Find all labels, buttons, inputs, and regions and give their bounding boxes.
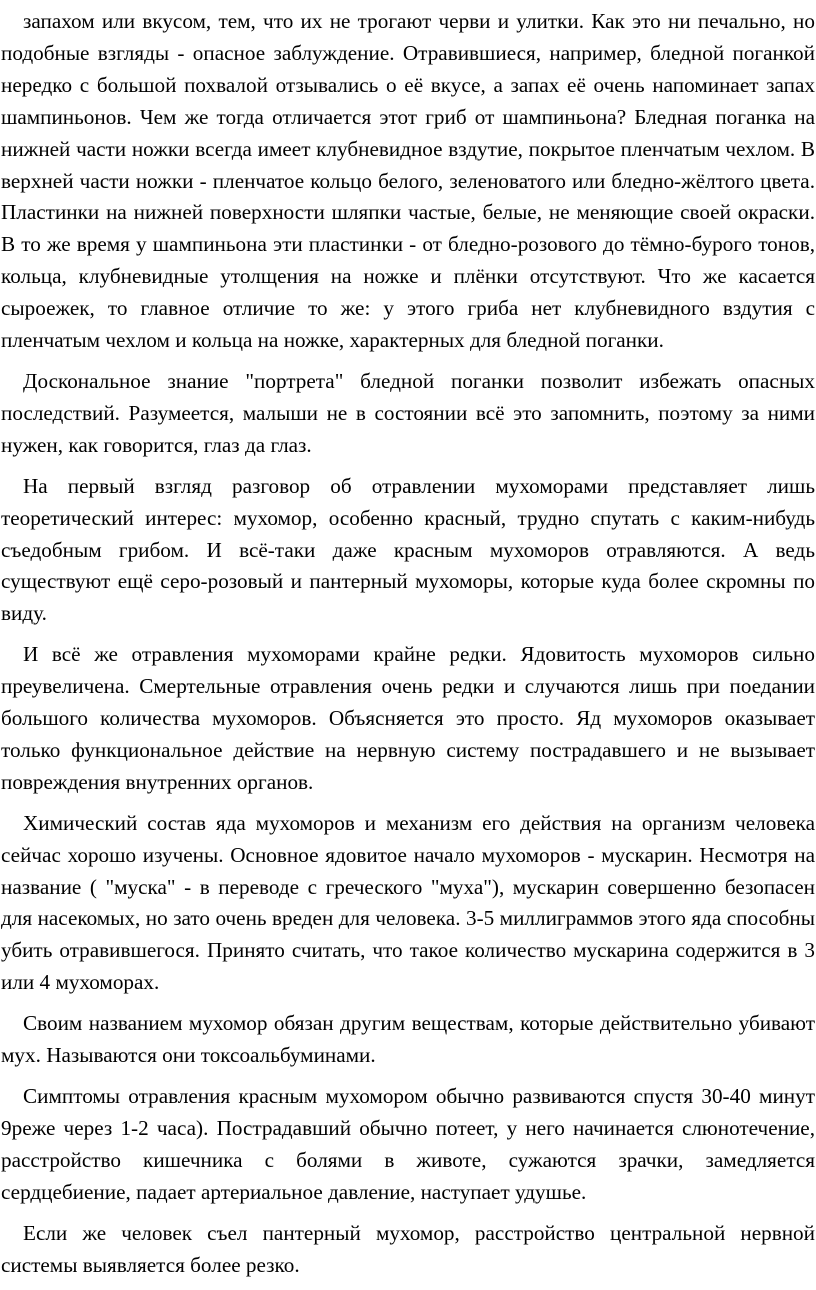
paragraph-panther-mushroom: Если же человек съел пантерный мухомор, расстройство центральной нервной системы выявляется более резко.: [1, 1220, 815, 1277]
paragraph-name-origin: Своим названием мухомор обязан другим веществам, которые действительно убивают мух. Называются они токсоальбуминами.: [1, 1011, 815, 1068]
paragraph-poisoning-rarity: И всё же отравления мухоморами крайне редки. Ядовитость мухоморов сильно преувеличена. Смертельные отравления очень редки и случаются лишь при поедании большого количества мухоморов. Объясняется это просто. Яд мухоморов оказывает только функциональное действие на нервную систему пострадавшего и не вызывает повреждения внутренних органов.: [1, 642, 815, 794]
paragraph-chemical-composition: Химический состав яда мухоморов и механизм его действия на организм человека сейчас хорошо изучены. Основное ядовитое начало мухоморов - мускарин. Несмотря на название ( "муска" - в переводе с греческого "муха"), мускарин совершенно безопасен для насекомых, но зато очень вреден для человека. 3-5 миллиграммов этого яда способны убить отравившегося. Принято считать, что такое количество мускарина содержится в 3 или 4 мухоморах.: [1, 810, 815, 995]
paragraph-portrait-knowledge: Доскональное знание "портрета" бледной поганки позволит избежать опасных последствий. Разумеется, малыши не в состоянии всё это запомнить, поэтому за ними нужен, как говорится, глаз да глаз.: [1, 368, 815, 457]
paragraph-symptoms: Симптомы отравления красным мухомором обычно развиваются спустя 30-40 минут 9реже через 1-2 часа). Пострадавший обычно потеет, у него начинается слюнотечение, расстройство кишечника с болями в животе, сужаются зрачки, замедляется сердцебиение, падает артериальное давление, наступает удушье.: [1, 1084, 815, 1204]
paragraph-poganka-description: запахом или вкусом, тем, что их не трогают черви и улитки. Как это ни печально, но подобные взгляды - опасное заблуждение. Отравившиеся, например, бледной поганкой нередко с большой похвалой отзывались о её вкусе, а запах её очень напоминает запах шампиньонов. Чем же тогда отличается этот гриб от шампиньона? Бледная поганка на нижней части ножки всегда имеет клубневидное вздутие, покрытое пленчатым чехлом. В верхней части ножки - пленчатое кольцо белого, зеленоватого или бледно-жёлтого цвета. Пластинки на нижней поверхности шляпки частые, белые, не меняющие своей окраски. В то же время у шампиньона эти пластинки - от бледно-розового до тёмно-бурого тонов, кольца, клубневидные утолщения на ножке и плёнки отсутствуют. Что же касается сыроежек, то главное отличие то же: у этого гриба нет клубневидного вздутия с пленчатым чехлом и кольца на ножке, характерных для бледной поганки.: [1, 9, 815, 353]
paragraph-mukhomor-intro: На первый взгляд разговор об отравлении мухоморами представляет лишь теоретический интерес: мухомор, особенно красный, трудно спутать с каким-нибудь съедобным грибом. И всё-таки даже красным мухоморов отравляются. А ведь существуют ещё серо-розовый и пантерный мухоморы, которые куда более скромны по виду.: [1, 473, 815, 626]
document-page: [0, 6, 816, 1290]
